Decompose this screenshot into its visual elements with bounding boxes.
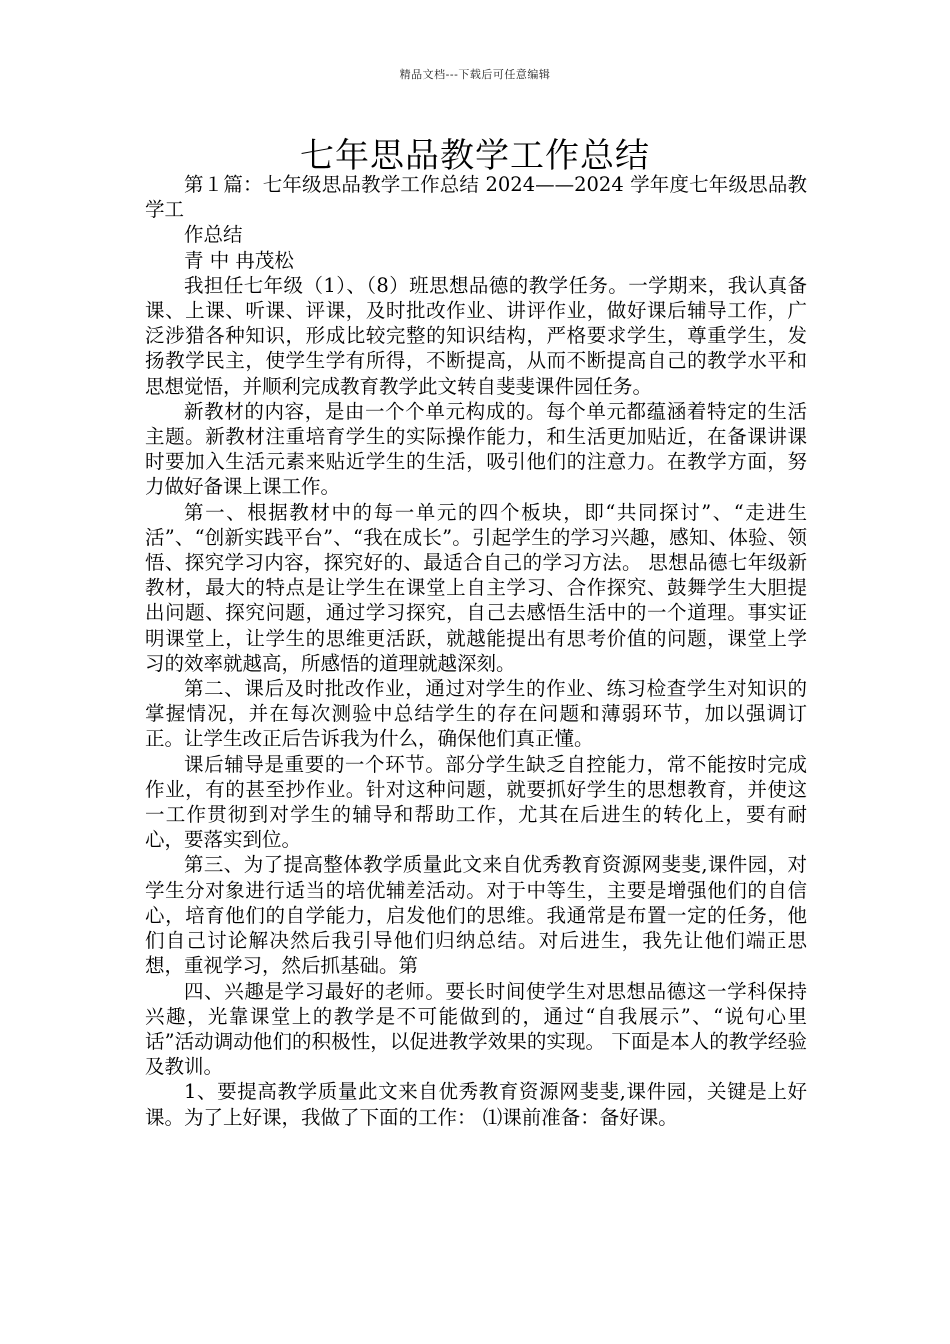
paragraph: 第二、课后及时批改作业，通过对学生的作业、练习检查学生对知识的掌握情况，并在每次测验中总结学生的存在问题和薄弱环节，加以强调订正。让学生改正后告诉我为什么，确保他们真正懂。: [145, 677, 807, 751]
author-line: 青 中 冉茂松: [184, 248, 294, 272]
document-body: [145, 172, 807, 1130]
document-title: 七年思品教学工作总结: [300, 136, 650, 176]
paragraph: 第一、根据教材中的每一单元的四个板块，即“共同探讨”、“走进生活”、“创新实践平台”、“我在成长”。引起学生的学习兴趣，感知、体验、领悟、探究学习内容，探究好的、最适合自己的学习方法。 思想品德七年级新教材，最大的特点是让学生在课堂上自主学习、合作探究、鼓舞学生大胆提出问题、探究问题，通过学习探究，自己去感悟生活中的一个道理。事实证明课堂上，让学生的思维更活跃，就越能提出有思考价值的问题，课堂上学习的效率就越高，所感悟的道理就越深刻。: [145, 500, 807, 675]
paragraph: 新教材的内容，是由一个个单元构成的。每个单元都蕴涵着特定的生活主题。新教材注重培育学生的实际操作能力，和生活更加贴近，在备课讲课时要加入生活元素来贴近学生的生活，吸引他们的注意力。在教学方面，努力做好备课上课工作。: [145, 399, 807, 499]
paragraph: 课后辅导是重要的一个环节。部分学生缺乏自控能力，常不能按时完成作业，有的甚至抄作业。针对这种问题，就要抓好学生的思想教育，并使这一工作贯彻到对学生的辅导和帮助工作，尤其在后进生的转化上，要有耐心，要落实到位。: [145, 752, 807, 852]
paragraph-heading-cont: 作总结: [184, 223, 243, 247]
paragraph: 四、兴趣是学习最好的老师。要长时间使学生对思想品德这一学科保持兴趣，光靠课堂上的教学是不可能做到的，通过“自我展示”、“说句心里话”活动调动他们的积极性，以促进教学效果的实现。 下面是本人的教学经验及教训。: [145, 979, 807, 1079]
paragraph-heading: 第１篇：七年级思品教学工作总结 2024——2024 学年度七年级思品教学工: [145, 173, 807, 222]
paragraph: 1、要提高教学质量此文来自优秀教育资源网斐斐,课件园，关键是上好课。为了上好课，我做了下面的工作： ⑴课前准备：备好课。: [145, 1080, 807, 1129]
paragraph: 我担任七年级（1）、（8）班思想品德的教学任务。一学期来，我认真备课、上课、听课、评课，及时批改作业、讲评作业，做好课后辅导工作，广泛涉猎各种知识，形成比较完整的知识结构，严格要求学生，尊重学生，发扬教学民主，使学生学有所得，不断提高，从而不断提高自己的教学水平和思想觉悟，并顺利完成教育教学此文转自斐斐课件园任务。: [145, 273, 807, 398]
header-note: 精品文档---下载后可任意编辑: [399, 68, 551, 81]
paragraph: 第三、为了提高整体教学质量此文来自优秀教育资源网斐斐,课件园，对学生分对象进行适当的培优辅差活动。对于中等生，主要是增强他们的自信心，培育他们的自学能力，启发他们的思维。我通常是布置一定的任务，他们自己讨论解决然后我引导他们归纳总结。对后进生，我先让他们端正思想，重视学习，然后抓基础。第: [145, 853, 807, 978]
